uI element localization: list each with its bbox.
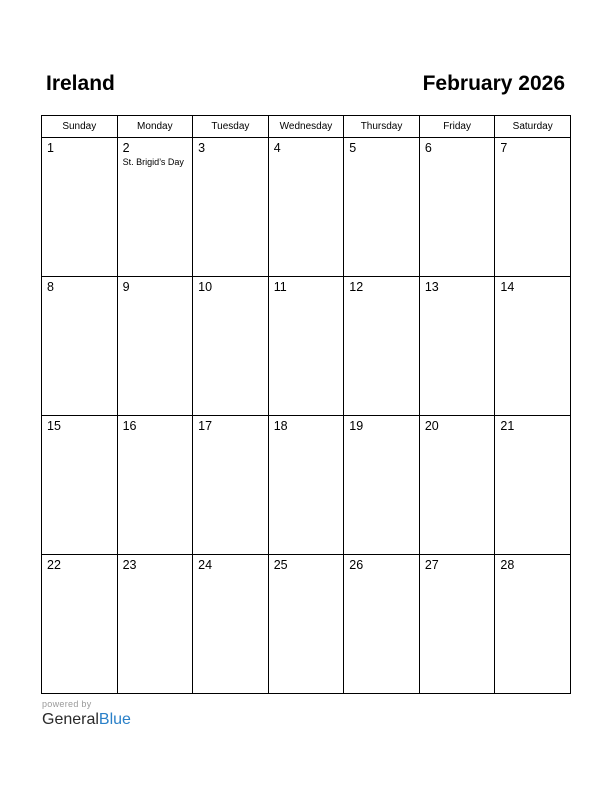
day-number: 8 bbox=[47, 280, 54, 294]
day-number: 16 bbox=[122, 419, 137, 433]
day-number: 28 bbox=[500, 558, 515, 572]
weekday-header-tuesday: Tuesday bbox=[193, 116, 269, 138]
day-number: 5 bbox=[349, 141, 357, 155]
day-number: 9 bbox=[122, 280, 130, 294]
day-number: 7 bbox=[500, 141, 508, 155]
day-cell bbox=[42, 416, 118, 555]
country-title: Ireland bbox=[46, 72, 115, 95]
week-row bbox=[42, 138, 571, 277]
weekday-header-wednesday: Wednesday bbox=[268, 116, 344, 138]
day-number: 4 bbox=[273, 141, 281, 155]
calendar-grid bbox=[41, 115, 571, 694]
day-cell bbox=[193, 416, 269, 555]
day-cell bbox=[268, 277, 344, 416]
day-number: 10 bbox=[198, 280, 213, 294]
brand-general-text: General bbox=[42, 711, 99, 728]
weekday-header-monday: Monday bbox=[117, 116, 193, 138]
day-cell bbox=[117, 277, 193, 416]
day-cell bbox=[42, 277, 118, 416]
day-cell bbox=[268, 555, 344, 694]
brand-wordmark bbox=[42, 710, 131, 730]
day-number: 23 bbox=[122, 558, 137, 572]
day-number: 21 bbox=[500, 419, 515, 433]
day-number: 3 bbox=[198, 141, 206, 155]
day-cell bbox=[193, 555, 269, 694]
day-cell bbox=[344, 138, 420, 277]
day-number: 20 bbox=[424, 419, 439, 433]
day-number: 1 bbox=[47, 141, 54, 155]
day-cell bbox=[419, 555, 495, 694]
weekday-header-thursday: Thursday bbox=[344, 116, 420, 138]
weekday-header-sunday: Sunday bbox=[42, 116, 118, 138]
day-number: 2 bbox=[122, 141, 130, 155]
day-number: 19 bbox=[349, 419, 364, 433]
day-cell bbox=[495, 416, 571, 555]
day-number: 25 bbox=[273, 558, 288, 572]
day-number: 26 bbox=[349, 558, 364, 572]
day-cell bbox=[42, 138, 118, 277]
day-number: 22 bbox=[47, 558, 61, 572]
powered-by-label: powered by bbox=[42, 699, 92, 709]
week-row bbox=[42, 277, 571, 416]
day-cell bbox=[117, 416, 193, 555]
day-number: 13 bbox=[424, 280, 439, 294]
day-cell bbox=[117, 555, 193, 694]
day-cell bbox=[495, 555, 571, 694]
day-cell bbox=[419, 138, 495, 277]
day-cell bbox=[268, 138, 344, 277]
day-number: 27 bbox=[424, 558, 439, 572]
weekday-header-row bbox=[42, 116, 571, 138]
day-number: 6 bbox=[424, 141, 432, 155]
day-number: 14 bbox=[500, 280, 515, 294]
holiday-label: St. Brigid’s Day bbox=[122, 157, 184, 167]
day-cell bbox=[419, 277, 495, 416]
week-row bbox=[42, 555, 571, 694]
weekday-header-saturday: Saturday bbox=[495, 116, 571, 138]
day-cell bbox=[495, 277, 571, 416]
day-cell bbox=[419, 416, 495, 555]
month-year-title: February 2026 bbox=[422, 72, 565, 95]
day-number: 15 bbox=[47, 419, 61, 433]
day-cell bbox=[344, 277, 420, 416]
day-cell bbox=[117, 138, 193, 277]
day-cell bbox=[193, 277, 269, 416]
brand-blue-text: Blue bbox=[98, 711, 131, 728]
day-cell bbox=[495, 138, 571, 277]
day-cell bbox=[344, 416, 420, 555]
day-cell bbox=[268, 416, 344, 555]
day-number: 12 bbox=[349, 280, 364, 294]
generalblue-logo[interactable] bbox=[42, 698, 131, 730]
day-cell bbox=[344, 555, 420, 694]
day-cell bbox=[193, 138, 269, 277]
day-number: 24 bbox=[198, 558, 213, 572]
week-row bbox=[42, 416, 571, 555]
day-number: 11 bbox=[273, 280, 287, 294]
day-cell bbox=[42, 555, 118, 694]
day-number: 17 bbox=[198, 419, 213, 433]
day-number: 18 bbox=[273, 419, 288, 433]
weekday-header-friday: Friday bbox=[419, 116, 495, 138]
